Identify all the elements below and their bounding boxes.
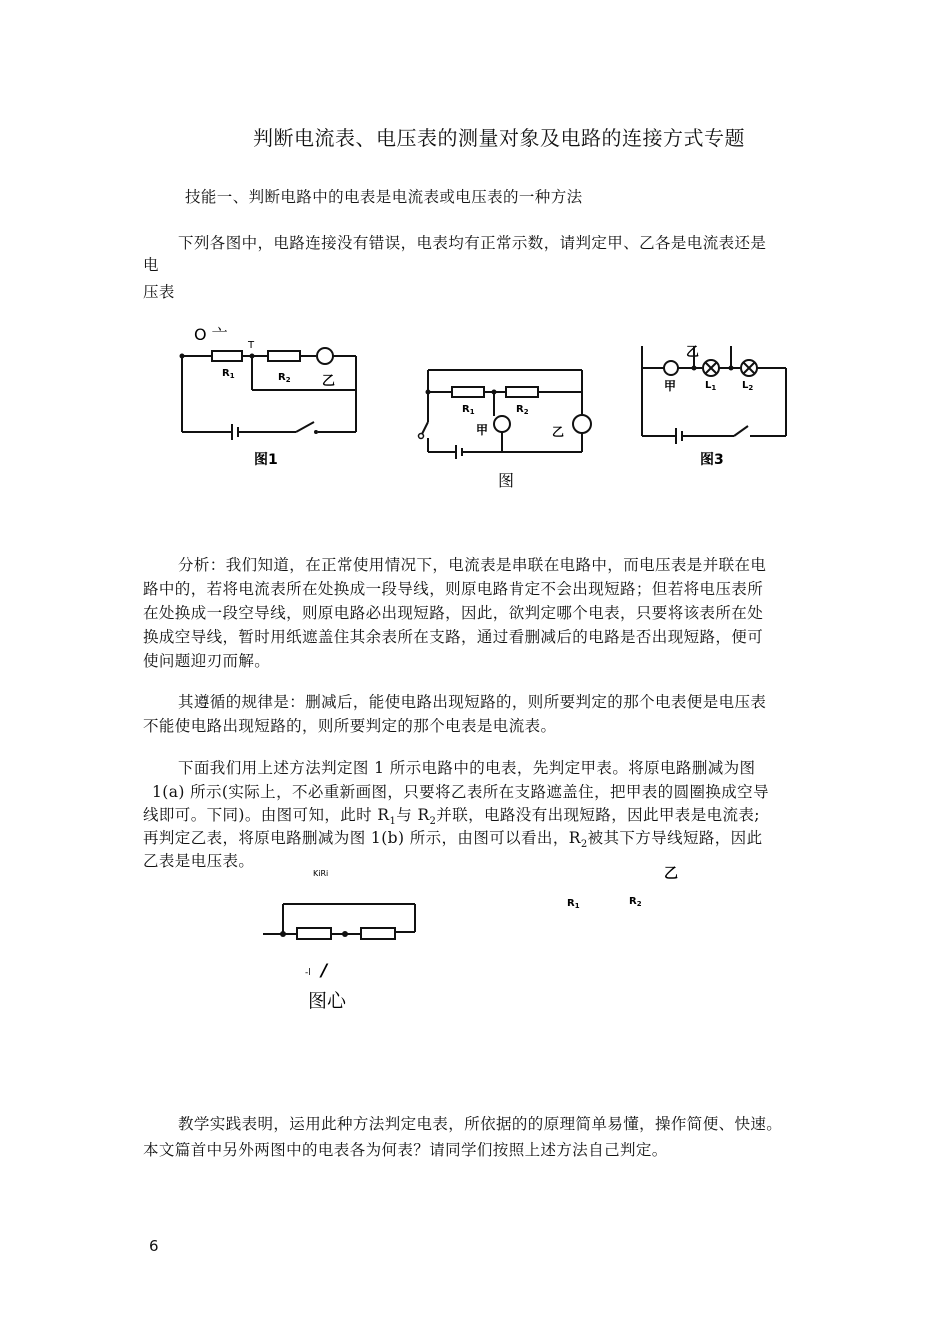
fig3-switch: [734, 426, 748, 436]
page-title: 判断电流表、电压表的测量对象及电路的连接方式专题: [253, 126, 745, 150]
fig1-resistor-r2: [268, 351, 300, 361]
fig3-l1-sub: 1: [711, 384, 717, 392]
svg-text:L1: [705, 380, 716, 392]
fig2-meter-yi: [573, 415, 591, 433]
analysis-line-1: 分析：我们知道，在正常使用情况下，电流表是串联在电路中，而电压表是并联在电: [178, 556, 767, 574]
intro-line-3: 压表: [143, 283, 175, 301]
figure-1a-circuit: [255, 866, 435, 1016]
fig2-meter-jia: [494, 416, 510, 432]
method-line-3: 线即可。下同)。由图可知，此时 $R_1$与 $R_2$并联，电路没有出现短路，因此甲表是电流表;: [143, 806, 760, 828]
fig3-l2-sub: 2: [748, 384, 754, 392]
fig2-caption: 图: [498, 471, 515, 490]
method-line-4: 再判定乙表，将原电路删减为图 1(b) 所示，由图可以看出，$R_2$被其下方导线短路，因此: [143, 829, 763, 851]
intro-line-1: 下列各图中，电路连接没有错误，电表均有正常示数，请判定甲、乙各是电流表还是: [178, 234, 767, 252]
figA-top-label: KiRi: [313, 869, 329, 878]
fig1-switch-mark: T: [248, 340, 255, 351]
fig1-caption: 图1: [254, 452, 278, 468]
page-number: 6: [149, 1237, 159, 1255]
fig2-meter-jia-label: 甲: [476, 423, 489, 437]
analysis-line-4: 换成空导线，暂时用纸遮盖住其余表所在支路，通过看删减后的电路是否出现短路，便可: [143, 628, 764, 646]
svg-text:R1: [567, 898, 580, 910]
figB-r1-label: R: [567, 898, 575, 909]
svg-text:R1: [222, 368, 235, 380]
analysis-line-2: 路中的，若将电流表所在处换成一段导线，则原电路肯定不会出现短路；但若将电压表所: [143, 580, 764, 598]
svg-text:R2: [516, 404, 529, 416]
method-line-2: 1(a) 所示(实际上，不必重新画图，只要将乙表所在支路遮盖住，把甲表的圆圈换成空导: [152, 783, 769, 801]
rule-line-1: 其遵循的规律是：删减后，能使电路出现短路的，则所要判定的那个电表便是电压表: [178, 693, 767, 711]
rule-line-2: 不能使电路出现短路的，则所要判定的那个电表是电流表。: [143, 717, 557, 735]
fig2-r2-label: R: [516, 404, 524, 415]
fig1-r1-label: R: [222, 368, 230, 379]
fig2-switch: [422, 422, 428, 434]
fig3-meter-jia-label: 甲: [664, 379, 677, 393]
fig1-switch: [296, 422, 314, 432]
method-line-5: 乙表是电压表。: [143, 852, 255, 870]
fig1-meter-yi: [317, 348, 333, 364]
intro-line-2: 电: [143, 256, 159, 274]
figure-2-circuit: [418, 362, 608, 492]
fig3-meter-jia: [664, 361, 678, 375]
conclusion-line-2: 本文篇首中另外两图中的电表各为何表？请同学们按照上述方法自己判定。: [143, 1141, 668, 1159]
fig1-resistor-r1: [212, 351, 242, 361]
fig3-l1-label: L: [705, 380, 712, 391]
figA-bottom-mark: -l: [305, 968, 311, 978]
fig1-r2-label: R: [278, 372, 286, 383]
figB-r2-sub: 2: [636, 900, 642, 908]
figA-slash: /: [321, 961, 328, 981]
fig2-r1-sub: 1: [469, 408, 475, 416]
fig2-meter-yi-label: 乙: [552, 425, 565, 439]
fig2-r2-sub: 2: [523, 408, 529, 416]
skill-heading: 技能一、判断电路中的电表是电流表或电压表的一种方法: [185, 188, 583, 206]
fig1-r1-sub: 1: [229, 372, 235, 380]
figure-1b-labels: [560, 858, 680, 918]
fig1-meter-label: 乙: [322, 374, 336, 389]
figA-resistor-r2: [361, 928, 395, 939]
fig2-resistor-r2: [506, 387, 538, 397]
svg-text:R2: [629, 896, 642, 908]
analysis-line-5: 使问题迎刃而解。: [143, 652, 271, 670]
figure-1-circuit: [170, 318, 380, 478]
figA-resistor-r1: [297, 928, 331, 939]
figB-meter-label: 乙: [664, 866, 678, 882]
svg-text:L2: [742, 380, 753, 392]
fig3-meter-yi-label: 乙: [686, 345, 700, 360]
fig3-l2-label: L: [742, 380, 749, 391]
fig3-caption: 图3: [700, 452, 724, 468]
conclusion-line-1: 教学实践表明，运用此种方法判定电表，所依据的的原理简单易懂，操作简便、快速。: [178, 1115, 783, 1133]
svg-text:R2: [278, 372, 291, 384]
analysis-line-3: 在处换成一段空导线，则原电路必出现短路，因此，欲判定哪个电表，只要将该表所在处: [143, 604, 764, 622]
fig1-r2-sub: 2: [285, 376, 291, 384]
fig1-top-text: O 亠: [194, 325, 228, 344]
svg-text:R1: [462, 404, 475, 416]
method-line-1: 下面我们用上述方法判定图 1 所示电路中的电表，先判定甲表。将原电路删减为图: [178, 759, 756, 777]
fig2-resistor-r1: [452, 387, 484, 397]
fig2-r1-label: R: [462, 404, 470, 415]
figA-caption: 图心: [308, 990, 347, 1012]
figB-r1-sub: 1: [574, 902, 580, 910]
figB-r2-label: R: [629, 896, 637, 907]
figure-3-circuit: [636, 340, 806, 480]
